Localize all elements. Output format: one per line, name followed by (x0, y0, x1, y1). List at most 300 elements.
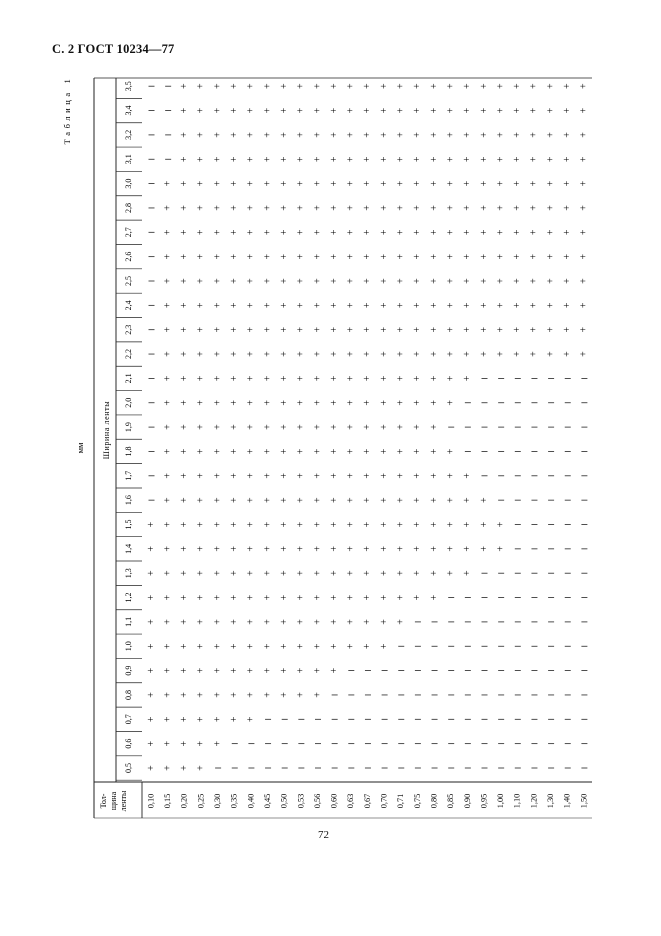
cell-plus: + (562, 132, 574, 138)
cell-plus: + (428, 156, 440, 163)
cell-plus: + (495, 351, 507, 357)
cell-plus: + (212, 351, 224, 357)
cell-plus: + (445, 570, 457, 577)
cell-plus: + (262, 643, 274, 650)
cell-plus: + (295, 472, 307, 479)
cell-plus: + (412, 229, 424, 236)
cell-plus: + (245, 107, 257, 114)
cell-plus: + (278, 448, 290, 455)
cell-plus: + (179, 740, 191, 747)
width-value: 2,4 (123, 300, 133, 311)
cell-plus: + (562, 351, 574, 357)
cell-plus: + (462, 83, 474, 90)
cell-plus: + (328, 594, 340, 601)
cell-plus: + (278, 692, 290, 698)
cell-plus: + (262, 132, 274, 138)
cell-plus: + (229, 692, 241, 698)
cell-plus: + (229, 326, 241, 333)
cell-plus: + (328, 278, 340, 284)
cell-plus: + (412, 375, 424, 382)
width-value: 2,3 (123, 324, 133, 335)
cell-plus: + (378, 132, 390, 138)
cell-plus: + (278, 375, 290, 382)
cell-plus: + (328, 497, 340, 503)
cell-plus: + (512, 351, 524, 357)
thickness-value: 0,75 (412, 793, 422, 809)
cell-plus: + (262, 302, 274, 309)
cell-plus: + (229, 375, 241, 382)
cell-plus: + (428, 180, 440, 187)
width-value: 1,7 (123, 470, 133, 481)
cell-plus: + (245, 570, 257, 577)
cell-plus: + (179, 546, 191, 552)
cell-plus: + (212, 692, 224, 698)
cell-plus: + (345, 399, 357, 406)
cell-plus: + (229, 619, 241, 625)
cell-plus: + (145, 619, 157, 625)
cell-plus: + (378, 278, 390, 284)
cell-plus: + (245, 448, 257, 455)
cell-plus: + (195, 619, 207, 625)
cell-plus: + (412, 351, 424, 357)
cell-plus: + (395, 448, 407, 455)
cell-plus: + (278, 521, 290, 528)
cell-plus: + (412, 180, 424, 187)
cell-plus: + (345, 132, 357, 138)
cell-plus: + (312, 132, 324, 138)
cell-plus: + (478, 107, 490, 114)
cell-plus: + (428, 448, 440, 455)
cell-plus: + (195, 205, 207, 211)
cell-plus: + (545, 351, 557, 357)
cell-plus: + (462, 497, 474, 503)
cell-plus: + (362, 132, 374, 138)
cell-plus: + (395, 278, 407, 284)
cell-plus: + (262, 594, 274, 601)
cell-plus: + (145, 667, 157, 674)
cell-plus: + (445, 546, 457, 552)
cell-plus: + (445, 253, 457, 260)
cell-plus: + (145, 521, 157, 528)
cell-plus: + (312, 594, 324, 601)
cell-plus: + (545, 205, 557, 211)
cell-plus: + (212, 570, 224, 577)
cell-plus: + (229, 570, 241, 577)
cell-plus: + (295, 253, 307, 260)
cell-plus: + (328, 83, 340, 90)
cell-plus: + (495, 205, 507, 211)
cell-plus: + (328, 448, 340, 455)
width-value: 1,3 (123, 568, 133, 579)
cell-plus: + (445, 302, 457, 309)
cell-plus: + (478, 229, 490, 236)
cell-plus: + (462, 326, 474, 333)
cell-plus: + (412, 132, 424, 138)
cell-plus: + (278, 497, 290, 503)
cell-plus: + (179, 180, 191, 187)
cell-plus: + (578, 180, 590, 187)
cell-plus: + (528, 156, 540, 163)
cell-plus: + (328, 546, 340, 552)
cell-plus: + (212, 667, 224, 674)
cell-plus: + (262, 278, 274, 284)
cell-plus: + (412, 205, 424, 211)
cell-plus: + (512, 326, 524, 333)
width-value: 0,8 (123, 689, 133, 700)
cell-plus: + (179, 253, 191, 260)
cell-plus: + (495, 253, 507, 260)
cell-plus: + (462, 546, 474, 552)
cell-plus: + (395, 302, 407, 309)
thickness-value: 0,85 (446, 793, 456, 809)
cell-plus: + (545, 253, 557, 260)
cell-plus: + (345, 180, 357, 187)
cell-plus: + (462, 180, 474, 187)
cell-plus: + (262, 107, 274, 114)
cell-plus: + (229, 205, 241, 211)
cell-plus: + (162, 521, 174, 528)
cell-plus: + (162, 351, 174, 357)
cell-plus: + (179, 497, 191, 503)
cell-plus: + (312, 472, 324, 479)
cell-plus: + (412, 448, 424, 455)
cell-plus: + (179, 448, 191, 455)
cell-plus: + (195, 546, 207, 552)
cell-plus: + (245, 351, 257, 357)
width-value: 3,4 (123, 105, 133, 116)
cell-plus: + (295, 643, 307, 650)
cell-plus: + (245, 472, 257, 479)
cell-plus: + (212, 716, 224, 723)
cell-plus: + (512, 132, 524, 138)
cell-plus: + (362, 594, 374, 601)
width-value: 3,5 (123, 81, 133, 92)
cell-plus: + (412, 399, 424, 406)
cell-plus: + (262, 570, 274, 577)
cell-plus: + (212, 205, 224, 211)
cell-plus: + (478, 278, 490, 284)
cell-plus: + (195, 716, 207, 723)
cell-plus: + (378, 472, 390, 479)
cell-plus: + (328, 375, 340, 382)
cell-plus: + (428, 107, 440, 114)
cell-plus: + (378, 497, 390, 503)
thickness-label-line-2: щина (108, 791, 118, 811)
cell-plus: + (345, 326, 357, 333)
cell-plus: + (262, 472, 274, 479)
cell-plus: + (562, 326, 574, 333)
thickness-value: 0,20 (179, 793, 189, 809)
cell-plus: + (428, 546, 440, 552)
cell-plus: + (345, 521, 357, 528)
cell-plus: + (478, 205, 490, 211)
cell-plus: + (295, 497, 307, 503)
cell-plus: + (312, 83, 324, 90)
cell-plus: + (262, 326, 274, 333)
cell-plus: + (378, 546, 390, 552)
cell-plus: + (345, 107, 357, 114)
cell-plus: + (328, 643, 340, 650)
cell-plus: + (512, 302, 524, 309)
cell-plus: + (462, 253, 474, 260)
cell-plus: + (362, 326, 374, 333)
cell-plus: + (328, 326, 340, 333)
cell-plus: + (195, 278, 207, 284)
cell-plus: + (545, 107, 557, 114)
cell-plus: + (412, 594, 424, 601)
cell-plus: + (179, 132, 191, 138)
cell-plus: + (245, 716, 257, 723)
cell-plus: + (362, 229, 374, 236)
cell-plus: + (328, 180, 340, 187)
cell-plus: + (428, 424, 440, 430)
cell-plus: + (395, 375, 407, 382)
cell-plus: + (162, 375, 174, 382)
width-value: 1,9 (123, 422, 133, 433)
cell-plus: + (278, 424, 290, 430)
cell-plus: + (428, 521, 440, 528)
cell-plus: + (245, 692, 257, 698)
cell-plus: + (179, 716, 191, 723)
cell-plus: + (212, 740, 224, 747)
cell-plus: + (445, 205, 457, 211)
cell-plus: + (362, 180, 374, 187)
thickness-value: 1,40 (562, 793, 572, 809)
cell-plus: + (362, 351, 374, 357)
cell-plus: + (229, 156, 241, 163)
cell-plus: + (412, 497, 424, 503)
cell-plus: + (245, 399, 257, 406)
cell-plus: + (229, 229, 241, 236)
cell-plus: + (262, 619, 274, 625)
cell-plus: + (212, 448, 224, 455)
cell-plus: + (179, 619, 191, 625)
cell-plus: + (312, 375, 324, 382)
cell-plus: + (162, 497, 174, 503)
cell-plus: + (345, 253, 357, 260)
cell-plus: + (145, 692, 157, 698)
width-value: 3,2 (123, 129, 133, 140)
cell-plus: + (295, 83, 307, 90)
cell-plus: + (395, 497, 407, 503)
cell-plus: + (195, 570, 207, 577)
cell-plus: + (162, 278, 174, 284)
cell-plus: + (562, 83, 574, 90)
cell-plus: + (562, 302, 574, 309)
cell-plus: + (512, 107, 524, 114)
cell-plus: + (212, 399, 224, 406)
cell-plus: + (195, 424, 207, 430)
cell-plus: + (229, 594, 241, 601)
cell-plus: + (162, 229, 174, 236)
cell-plus: + (428, 399, 440, 406)
cell-plus: + (212, 546, 224, 552)
cell-plus: + (545, 180, 557, 187)
cell-plus: + (362, 302, 374, 309)
cell-plus: + (278, 180, 290, 187)
cell-plus: + (162, 692, 174, 698)
cell-plus: + (145, 765, 157, 771)
cell-plus: + (145, 570, 157, 577)
cell-plus: + (195, 180, 207, 187)
cell-plus: + (278, 205, 290, 211)
width-value: 2,6 (123, 251, 133, 262)
cell-plus: + (212, 83, 224, 90)
cell-plus: + (362, 424, 374, 430)
cell-plus: + (445, 156, 457, 163)
cell-plus: + (528, 180, 540, 187)
cell-plus: + (495, 180, 507, 187)
cell-plus: + (145, 546, 157, 552)
cell-plus: + (295, 399, 307, 406)
cell-plus: + (412, 546, 424, 552)
cell-plus: + (395, 546, 407, 552)
cell-plus: + (179, 570, 191, 577)
width-value: 2,1 (123, 373, 133, 384)
cell-plus: + (478, 546, 490, 552)
thickness-value: 0,30 (213, 793, 223, 809)
cell-plus: + (545, 278, 557, 284)
cell-plus: + (445, 351, 457, 357)
cell-plus: + (512, 180, 524, 187)
cell-plus: + (562, 229, 574, 236)
cell-plus: + (495, 278, 507, 284)
cell-plus: + (495, 107, 507, 114)
cell-plus: + (378, 351, 390, 357)
width-value: 2,0 (123, 397, 133, 408)
thickness-value: 0,71 (396, 793, 406, 809)
cell-plus: + (262, 424, 274, 430)
cell-plus: + (295, 546, 307, 552)
cell-plus: + (278, 472, 290, 479)
cell-plus: + (345, 229, 357, 236)
cell-plus: + (478, 156, 490, 163)
cell-plus: + (195, 132, 207, 138)
cell-plus: + (195, 765, 207, 771)
cell-plus: + (345, 83, 357, 90)
cell-plus: + (528, 278, 540, 284)
cell-plus: + (262, 156, 274, 163)
cell-plus: + (578, 83, 590, 90)
cell-plus: + (495, 156, 507, 163)
cell-plus: + (462, 472, 474, 479)
cell-plus: + (262, 351, 274, 357)
thickness-value: 1,00 (496, 793, 506, 809)
cell-plus: + (378, 205, 390, 211)
cell-plus: + (378, 424, 390, 430)
cell-plus: + (578, 253, 590, 260)
cell-plus: + (345, 156, 357, 163)
cell-plus: + (362, 472, 374, 479)
cell-plus: + (195, 107, 207, 114)
cell-plus: + (428, 326, 440, 333)
cell-plus: + (229, 497, 241, 503)
thickness-value: 1,50 (579, 793, 589, 809)
cell-plus: + (562, 107, 574, 114)
cell-plus: + (278, 83, 290, 90)
cell-plus: + (345, 472, 357, 479)
cell-plus: + (345, 278, 357, 284)
cell-plus: + (328, 399, 340, 406)
cell-plus: + (328, 521, 340, 528)
cell-plus: + (262, 667, 274, 674)
thickness-label-line-1: Тол- (98, 793, 108, 809)
cell-plus: + (312, 326, 324, 333)
cell-plus: + (278, 619, 290, 625)
thickness-label-line-3: ленты (118, 790, 128, 812)
cell-plus: + (395, 132, 407, 138)
cell-plus: + (195, 351, 207, 357)
cell-plus: + (295, 278, 307, 284)
cell-plus: + (312, 619, 324, 625)
cell-plus: + (345, 351, 357, 357)
cell-plus: + (162, 326, 174, 333)
cell-plus: + (428, 278, 440, 284)
cell-plus: + (445, 83, 457, 90)
cell-plus: + (312, 229, 324, 236)
cell-plus: + (395, 229, 407, 236)
cell-plus: + (278, 570, 290, 577)
cell-plus: + (445, 180, 457, 187)
cell-plus: + (212, 180, 224, 187)
cell-plus: + (578, 205, 590, 211)
cell-plus: + (179, 667, 191, 674)
cell-plus: + (245, 521, 257, 528)
cell-plus: + (212, 132, 224, 138)
cell-plus: + (295, 424, 307, 430)
cell-plus: + (362, 156, 374, 163)
cell-plus: + (462, 521, 474, 528)
cell-plus: + (212, 302, 224, 309)
cell-plus: + (245, 132, 257, 138)
cell-plus: + (362, 375, 374, 382)
cell-plus: + (278, 278, 290, 284)
cell-plus: + (445, 497, 457, 503)
cell-plus: + (245, 229, 257, 236)
cell-plus: + (412, 521, 424, 528)
cell-plus: + (278, 132, 290, 138)
cell-plus: + (395, 351, 407, 357)
cell-plus: + (428, 472, 440, 479)
cell-plus: + (395, 594, 407, 601)
cell-plus: + (478, 351, 490, 357)
cell-plus: + (362, 619, 374, 625)
cell-plus: + (312, 570, 324, 577)
cell-plus: + (412, 472, 424, 479)
cell-plus: + (195, 497, 207, 503)
cell-plus: + (362, 570, 374, 577)
cell-plus: + (278, 546, 290, 552)
cell-plus: + (195, 83, 207, 90)
cell-plus: + (229, 302, 241, 309)
cell-plus: + (578, 229, 590, 236)
cell-plus: + (345, 546, 357, 552)
cell-plus: + (312, 302, 324, 309)
width-value: 2,2 (123, 349, 133, 360)
thickness-value: 1,10 (512, 793, 522, 809)
cell-plus: + (179, 594, 191, 601)
cell-plus: + (212, 424, 224, 430)
thickness-value: 0,45 (262, 793, 272, 809)
cell-plus: + (395, 326, 407, 333)
cell-plus: + (445, 521, 457, 528)
cell-plus: + (229, 132, 241, 138)
cell-plus: + (212, 107, 224, 114)
cell-plus: + (162, 472, 174, 479)
cell-plus: + (395, 424, 407, 430)
cell-plus: + (312, 546, 324, 552)
cell-plus: + (562, 156, 574, 163)
